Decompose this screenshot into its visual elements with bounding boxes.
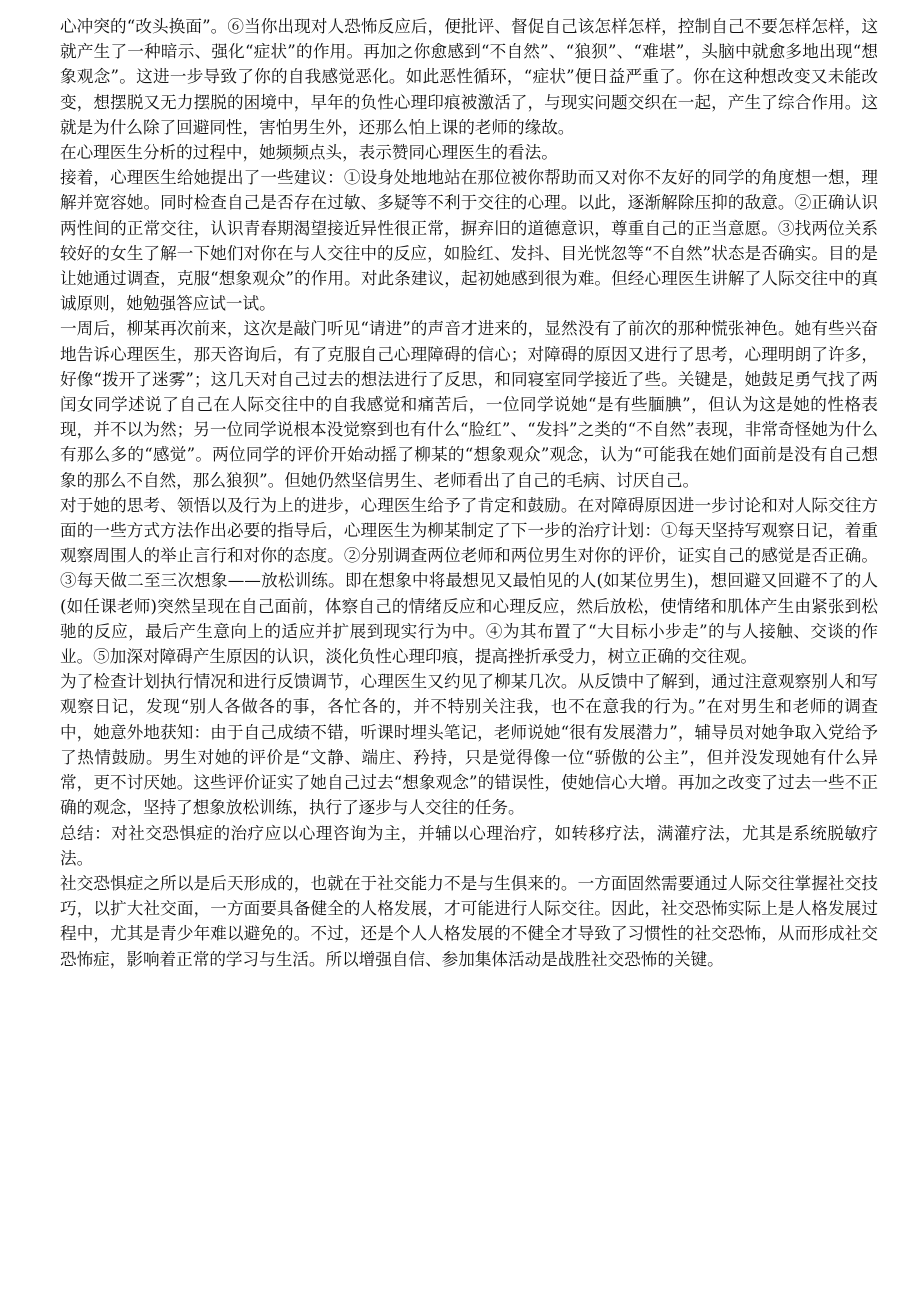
paragraph-summary: 总结：对社交恐惧症的治疗应以心理咨询为主，并辅以心理治疗，如转移疗法，满灌疗法，尤其是系统脱敏疗法。 [60,823,878,868]
paragraph-2: 在心理医生分析的过程中，她频频点头，表示赞同心理医生的看法。 [60,143,558,163]
paragraph-5: 对于她的思考、领悟以及行为上的进步，心理医生给予了肯定和鼓励。在对障碍原因进一步讨论和对人际交往方面的一些方式方法作出必要的指导后，心理医生为柳某制定了下一步的治疗计划：①每天坚持写观察日记，着重观察周围人的举止言行和对你的态度。②分别调查两位老师和两位男生对你的评价，证实自己的感觉是否正确。③每天做二至三次想象——放松训练。即在想象中将最想见又最怕见的人(如某位男生)，想回避又回避不了的人(如任课老师)突然呈现在自己面前，体察自己的情绪反应和心理反应，然后放松，使情绪和肌体产生由紧张到松驰的反应，最后产生意向上的适应并扩展到现实行为中。④为其布置了“大目标小步走”的与人接触、交谈的作业。⑤加深对障碍产生原因的认识，淡化负性心理印痕，提高挫折承受力，树立正确的交往观。 [60,495,878,667]
paragraph-4: 一周后，柳某再次前来，这次是敲门听见“请进”的声音才进来的，显然没有了前次的那种慌张神色。她有些兴奋地告诉心理医生，那天咨询后，有了克服自己心理障碍的信心；对障碍的原因又进行了思考，心理明朗了许多，好像“拨开了迷雾”；这几天对自己过去的想法进行了反思，和同寝室同学接近了些。关键是，她鼓足勇气找了两闰女同学述说了自己在人际交往中的自我感觉和痛苦后，一位同学说她“是有些腼腆”，但认为这是她的性格表现，并不以为然；另一位同学说根本没觉察到也有什么“脸红”、“发抖”之类的“不自然”表现，非常奇怪她为什么有那么多的“感觉”。两位同学的评价开始动摇了柳某的“想象观众”观念，认为“可能我在她们面前是没有自己想象的那么不自然，那么狼狈”。但她仍然坚信男生、老师看出了自己的毛病、讨厌自己。 [60,319,878,490]
paragraph-3: 接着，心理医生给她提出了一些建议：①设身处地地站在那位被你帮助而又对你不友好的同学的角度想一想，理解并宽容她。同时检查自己是否存在过敏、多疑等不利于交往的心理。以此，逐渐解除压抑的敌意。②正确认识两性间的正常交往，认识青春期渴望接近异性很正常，摒弃旧的道德意识，尊重自己的正当意愿。③找两位关系较好的女生了解一下她们对你在与人交往中的反应，如脸红、发抖、目光恍忽等“不自然”状态是否确实。目的是让她通过调查，克服“想象观众”的作用。对此条建议，起初她感到很为难。但经心理医生讲解了人际交往中的真诚原则，她勉强答应试一试。 [60,168,878,314]
document-body [60,14,878,972]
paragraph-1: 心冲突的“改头换面”。⑥当你出现对人恐怖反应后，便批评、督促自己该怎样怎样，控制自己不要怎样怎样，这就产生了一种暗示、强化“症状”的作用。再加之你愈感到“不自然”、“狼狈”、“难堪”，头脑中就愈多地出现“想象观念”。这进一步导致了你的自我感觉恶化。如此恶性循环，“症状”便日益严重了。你在这种想改变又未能改变，想摆脱又无力摆脱的困境中，早年的负性心理印痕被激活了，与现实问题交织在一起，产生了综合作用。这就是为什么除了回避同性，害怕男生外，还那么怕上课的老师的缘故。 [60,17,878,137]
paragraph-conclusion: 社交恐惧症之所以是后天形成的，也就在于社交能力不是与生俱来的。一方面固然需要通过人际交往掌握社交技巧，以扩大社交面，一方面要具备健全的人格发展，才可能进行人际交往。因此，社交恐怖实际上是人格发展过程中，尤其是青少年难以避免的。不过，还是个人人格发展的不健全才导致了习惯性的社交恐怖，从而形成社交恐怖症，影响着正常的学习与生活。所以增强自信、参加集体活动是战胜社交恐怖的关键。 [60,873,878,969]
paragraph-6: 为了检查计划执行情况和进行反馈调节，心理医生又约见了柳某几次。从反馈中了解到，通过注意观察别人和写观察日记，发现“别人各做各的事，各忙各的，并不特别关注我，也不在意我的行为。”在对男生和老师的调查中，她意外地获知：由于自己成绩不错，听课时埋头笔记，老师说她“很有发展潜力”，辅导员对她争取入党给予了热情鼓励。男生对她的评价是“文静、端庄、矜持，只是觉得像一位“骄傲的公主”，但并没发现她有什么异常，更不讨厌她。这些评价证实了她自己过去“想象观念”的错误性，使她信心大增。再加之改变了过去一些不正确的观念，坚持了想象放松训练，执行了逐步与人交往的任务。 [60,672,878,818]
